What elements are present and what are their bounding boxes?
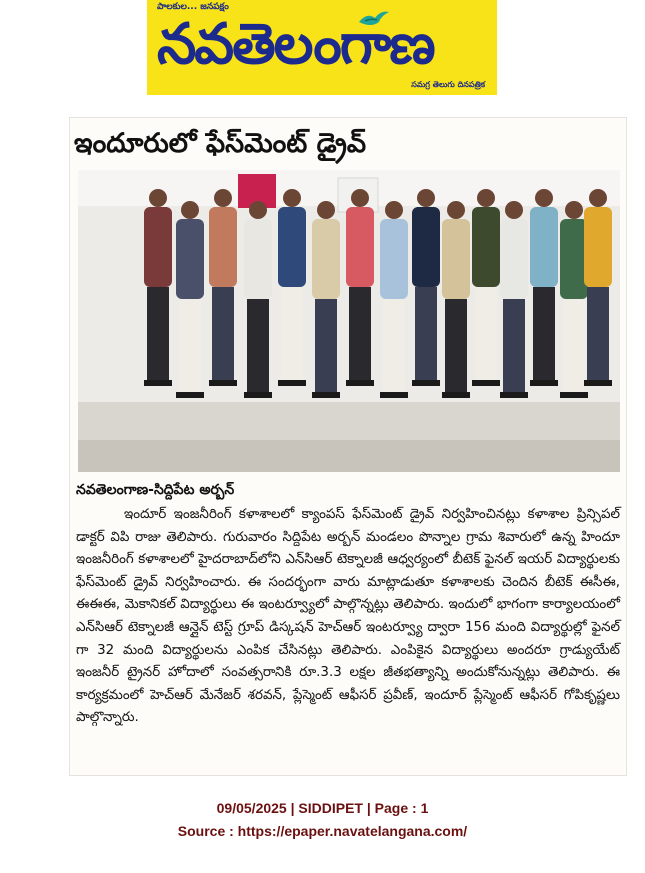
masthead-logo-text: నవతెలంగాణ [157, 12, 434, 77]
photo-person-shape [278, 380, 306, 386]
photo-person-shape [412, 207, 440, 287]
photo-person-shape [533, 287, 555, 382]
photo-person-shape [442, 219, 470, 299]
photo-person-shape [147, 287, 169, 382]
photo-person-shape [176, 392, 204, 398]
photo-person-shape [417, 189, 435, 207]
photo-person-shape [503, 299, 525, 394]
photo-person-shape [383, 299, 405, 394]
photo-person-shape [209, 207, 237, 287]
photo-person-shape [346, 207, 374, 287]
photo-person-shape [385, 201, 403, 219]
photo-person-shape [415, 287, 437, 382]
photo-person-shape [283, 189, 301, 207]
photo-person-shape [278, 207, 306, 287]
photo-person-shape [209, 380, 237, 386]
photo-person-shape [144, 380, 172, 386]
photo-person-shape [500, 219, 528, 299]
masthead-tagline: పాలకుల... జనపక్షం [157, 2, 229, 12]
photo-person-shape [317, 201, 335, 219]
photo-person-shape [447, 201, 465, 219]
photo-person-shape [563, 299, 585, 394]
photo-person-shape [584, 380, 612, 386]
photo-person-shape [560, 219, 588, 299]
photo-person-shape [505, 201, 523, 219]
photo-person-shape [584, 207, 612, 287]
photo-person-shape [380, 392, 408, 398]
photo-person-shape [530, 207, 558, 287]
photo-person-shape [500, 392, 528, 398]
photo-person-shape [214, 189, 232, 207]
photo-person-shape [149, 189, 167, 207]
photo-person-shape [181, 201, 199, 219]
photo-person-shape [587, 287, 609, 382]
photo-person-shape [176, 219, 204, 299]
photo-person-shape [475, 287, 497, 382]
footer-source: Source : https://epaper.navatelangana.com/ [177, 823, 468, 839]
photo-person-shape [179, 299, 201, 394]
photo-person-shape [530, 380, 558, 386]
photo-person-shape [412, 380, 440, 386]
photo-person-shape [249, 201, 267, 219]
photo-person-shape [247, 299, 269, 394]
photo-person-shape [472, 207, 500, 287]
photo-person-shape [244, 392, 272, 398]
photo-person-shape [380, 219, 408, 299]
photo-person-shape [535, 189, 553, 207]
photo-person-shape [346, 380, 374, 386]
article-dateline: నవతెలంగాణ-సిద్దిపేట అర్బన్ [76, 482, 235, 498]
photo-person-shape [351, 189, 369, 207]
photo-person-shape [442, 392, 470, 398]
photo-person-shape [472, 380, 500, 386]
photo-person-shape [312, 219, 340, 299]
photo-person-shape [244, 219, 272, 299]
photo-person-shape [560, 392, 588, 398]
article-body: ఇందూర్ ఇంజనీరింగ్ కళాశాలలో క్యాంపస్ ఫేస్‌మెంట్ డ్రైవ్ నిర్వహించినట్లు కళాశాల ప్రిన్సిపల్ డాక్టర్ విపి రాజు తెలిపారు. గురువారం సిద్దిపేట అర్బన్ మండలం పొన్నాల గ్రామ శివారులో ఉన్న హిందూ ఇంజనీరింగ్ కళాశాలలో హైదరాబాద్‌లోని ఎన్‌సిఆర్ టెక్నాలజీ ఆధ్వర్యంలో బీటెక్ ఫైనల్ ఇయర్ విద్యార్థులకు ఫేస్‌మెంట్ డ్రైవ్ నిర్వహించారు. ఈ సందర్భంగా వారు మాట్లాడుతూ కళాశాలకు చెందిన బీటెక్ ఈసీఈ, ఈఈఈ, మెకానికల్ విద్యార్థులు ఈ ఇంటర్వ్యూలో పాల్గొన్నట్లు తెలిపారు. ఇందులో భాగంగా కార్యాలయంలో ఎన్‌సిఆర్ టెక్నాలజీ ఆన్లైన్ టెస్ట్ గ్రూప్ డిస్కషన్ హెచ్ఆర్ ఇంటర్వ్యూ ద్వారా 156 మంది విద్యార్థుల్లో ఫైనల్ గా 32 మంది విద్యార్థులను ఎంపిక చేసినట్లు తెలిపారు. ఎంపికైన విద్యార్థులు అందరూ గ్రాడ్యుయేట్ ఇంజనీర్ ట్రైనర్ హోదాలో సంవత్సరానికి రూ.3.3 లక్షల జీతభత్యాన్ని అందుకోనున్నట్లు తెలిపారు. ఈ కార్యక్రమంలో హెచ్ఆర్ మేనేజర్ శరవన్, ప్లేస్మెంట్ ఆఫీసర్ ప్రవీణ్, ఇందూర్ ప్లేస్మెంట్ ఆఫీసర్ గోపికృష్ణలు పాల్గొన్నారు. [76, 507, 620, 726]
photo-person-shape [281, 287, 303, 382]
photo-person-shape [445, 299, 467, 394]
photo-person-shape [312, 392, 340, 398]
article-headline: ఇందూరులో ఫేస్‌మెంట్ డ్రైవ్ [74, 128, 367, 159]
photo-person-shape [589, 189, 607, 207]
newspaper-masthead [147, 0, 497, 95]
photo-person-shape [349, 287, 371, 382]
photo-person-shape [315, 299, 337, 394]
photo-person-shape [212, 287, 234, 382]
group-photo [78, 170, 620, 472]
news-clipping [70, 118, 626, 775]
masthead-subtitle: సమగ్ర తెలుగు దినపత్రిక [411, 80, 485, 89]
photo-person-shape [144, 207, 172, 287]
photo-person-shape [477, 189, 495, 207]
photo-person-shape [565, 201, 583, 219]
footer-date-edition: 09/05/2025 | SIDDIPET | Page : 1 [216, 800, 429, 816]
